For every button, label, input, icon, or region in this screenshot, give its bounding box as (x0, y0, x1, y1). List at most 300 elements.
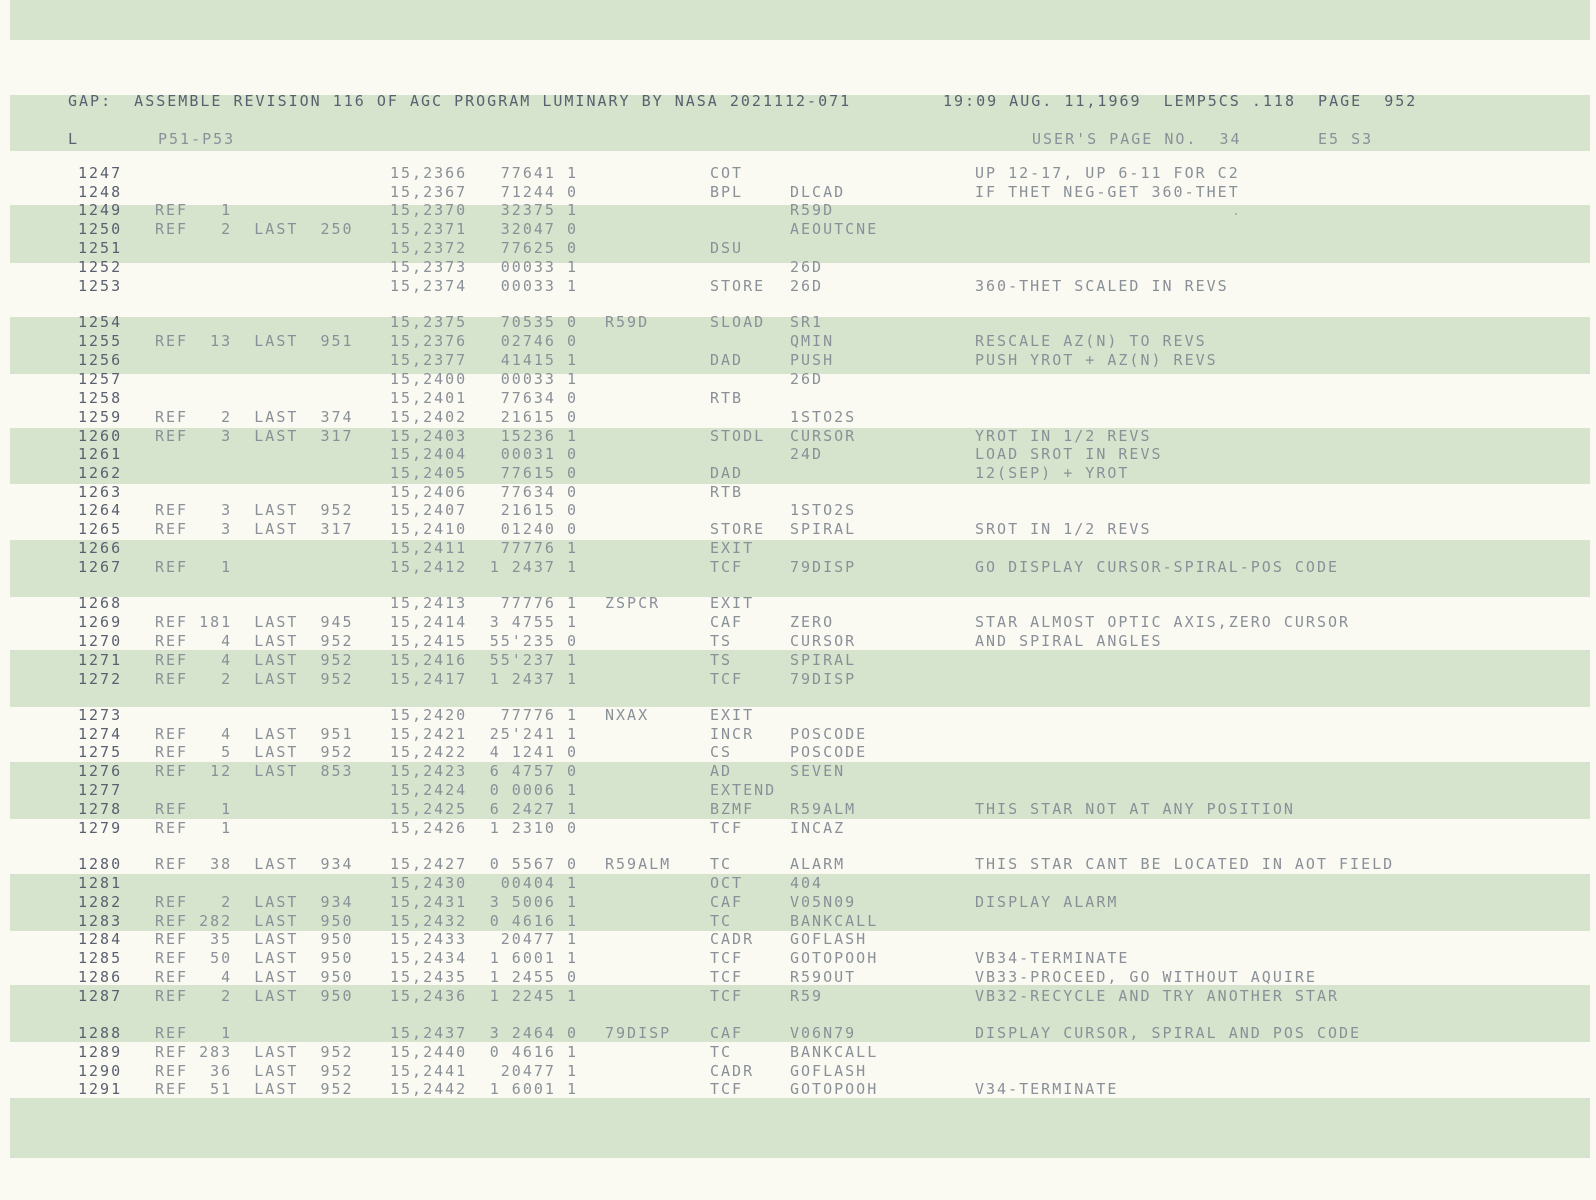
octal-word: 41415 1 (500, 351, 578, 369)
opcode: TCF (710, 670, 744, 688)
comment: VB33-PROCEED, GO WITHOUT AQUIRE (975, 968, 1317, 986)
address: 15,2367 (390, 183, 468, 201)
octal-word: 0 0006 1 (489, 781, 578, 799)
opcode: EXTEND (710, 781, 777, 799)
octal-word: 6 2427 1 (489, 800, 578, 818)
listing-row (0, 220, 1596, 239)
listing-row (0, 258, 1596, 277)
line-number: 1259 (78, 408, 123, 426)
line-number: 1262 (78, 464, 123, 482)
ref-info: REF 2 LAST 950 (155, 987, 354, 1005)
listing-row (0, 819, 1596, 838)
line-number: 1286 (78, 968, 123, 986)
line-number: 1282 (78, 893, 123, 911)
address: 15,2371 (390, 220, 468, 238)
ref-info: REF 36 LAST 952 (155, 1062, 354, 1080)
octal-word: 21615 0 (500, 408, 578, 426)
line-number: 1277 (78, 781, 123, 799)
address: 15,2425 (390, 800, 468, 818)
operand: INCAZ (790, 819, 846, 837)
operand: PUSH (790, 351, 835, 369)
listing-row (0, 239, 1596, 258)
address: 15,2407 (390, 501, 468, 519)
address: 15,2427 (390, 855, 468, 873)
operand: 1STO2S (790, 408, 857, 426)
line-number: 1270 (78, 632, 123, 650)
operand: BANKCALL (790, 1043, 879, 1061)
comment: SROT IN 1/2 REVS (975, 520, 1152, 538)
address: 15,2442 (390, 1080, 468, 1098)
line-number: 1279 (78, 819, 123, 837)
operand: 404 (790, 874, 824, 892)
address: 15,2403 (390, 427, 468, 445)
octal-word: 77615 0 (500, 464, 578, 482)
ref-info: REF 51 LAST 952 (155, 1080, 354, 1098)
ref-info: REF 1 (155, 819, 233, 837)
operand: 79DISP (790, 558, 857, 576)
line-number: 1254 (78, 313, 123, 331)
listing-row (0, 483, 1596, 502)
opcode: TCF (710, 968, 744, 986)
listing-row (0, 313, 1596, 332)
octal-word: 1 2437 1 (489, 558, 578, 576)
line-number: 1264 (78, 501, 123, 519)
comment: GO DISPLAY CURSOR-SPIRAL-POS CODE (975, 558, 1340, 576)
line-number: 1272 (78, 670, 123, 688)
listing-row (0, 539, 1596, 558)
octal-word: 00033 1 (500, 370, 578, 388)
octal-word: 1 2455 0 (489, 968, 578, 986)
opcode: RTB (710, 389, 744, 407)
opcode: TS (710, 632, 733, 650)
comment: IF THET NEG-GET 360-THET (975, 183, 1240, 201)
octal-word: 20477 1 (500, 1062, 578, 1080)
address: 15,2433 (390, 930, 468, 948)
octal-word: 55'235 0 (489, 632, 578, 650)
ref-info: REF 2 LAST 250 (155, 220, 354, 238)
octal-word: 20477 1 (500, 930, 578, 948)
operand: R59OUT (790, 968, 857, 986)
paper-band (10, 1098, 1590, 1158)
line-number: 1255 (78, 332, 123, 350)
comment: DISPLAY CURSOR, SPIRAL AND POS CODE (975, 1024, 1362, 1042)
address: 15,2412 (390, 558, 468, 576)
ref-info: REF 38 LAST 934 (155, 855, 354, 873)
listing-row (0, 670, 1596, 689)
listing-row (0, 968, 1596, 987)
listing-row (0, 501, 1596, 520)
opcode: EXIT (710, 594, 755, 612)
listing-row (0, 464, 1596, 483)
octal-word: 1 2310 0 (489, 819, 578, 837)
opcode: AD (710, 762, 733, 780)
octal-word: 71244 0 (500, 183, 578, 201)
listing-row (0, 912, 1596, 931)
header-title: GAP: ASSEMBLE REVISION 116 OF AGC PROGRAM LUMINARY BY NASA 2021112-071 (68, 92, 852, 110)
ref-info: REF 2 LAST 934 (155, 893, 354, 911)
address: 15,2406 (390, 483, 468, 501)
address: 15,2373 (390, 258, 468, 276)
octal-word: 01240 0 (500, 520, 578, 538)
address: 15,2410 (390, 520, 468, 538)
listing-row (0, 613, 1596, 632)
address: 15,2421 (390, 725, 468, 743)
line-number: 1256 (78, 351, 123, 369)
ref-info: REF 35 LAST 950 (155, 930, 354, 948)
ref-info: REF 1 (155, 201, 233, 219)
operand: 24D (790, 445, 824, 463)
ref-info: REF 283 LAST 952 (155, 1043, 354, 1061)
listing-row (0, 164, 1596, 183)
opcode: STODL (710, 427, 766, 445)
listing-row (0, 1043, 1596, 1062)
address: 15,2430 (390, 874, 468, 892)
address: 15,2437 (390, 1024, 468, 1042)
listing-row (0, 632, 1596, 651)
listing-row (0, 930, 1596, 949)
opcode: INCR (710, 725, 755, 743)
opcode: RTB (710, 483, 744, 501)
octal-word: 1 6001 1 (489, 1080, 578, 1098)
line-number: 1285 (78, 949, 123, 967)
octal-word: 77776 1 (500, 594, 578, 612)
opcode: SLOAD (710, 313, 766, 331)
opcode: EXIT (710, 706, 755, 724)
operand: 26D (790, 370, 824, 388)
comment: STAR ALMOST OPTIC AXIS,ZERO CURSOR (975, 613, 1351, 631)
address: 15,2420 (390, 706, 468, 724)
address: 15,2376 (390, 332, 468, 350)
ref-info: REF 181 LAST 945 (155, 613, 354, 631)
operand: GOFLASH (790, 1062, 868, 1080)
ref-info: REF 2 LAST 952 (155, 670, 354, 688)
address: 15,2434 (390, 949, 468, 967)
opcode: DAD (710, 464, 744, 482)
comment: V34-TERMINATE (975, 1080, 1119, 1098)
comment: VB34-TERMINATE (975, 949, 1130, 967)
address: 15,2435 (390, 968, 468, 986)
line-number: 1273 (78, 706, 123, 724)
operand: ALARM (790, 855, 846, 873)
opcode: TCF (710, 949, 744, 967)
address: 15,2374 (390, 277, 468, 295)
label: NXAX (605, 706, 650, 724)
line-number: 1283 (78, 912, 123, 930)
octal-word: 32375 1 (500, 201, 578, 219)
opcode: TC (710, 1043, 733, 1061)
listing-row (0, 183, 1596, 202)
octal-word: 25'241 1 (489, 725, 578, 743)
operand: CURSOR (790, 632, 857, 650)
listing-row (0, 651, 1596, 670)
ref-info: REF 12 LAST 853 (155, 762, 354, 780)
octal-word: 4 1241 0 (489, 743, 578, 761)
octal-word: 6 4757 0 (489, 762, 578, 780)
operand: AEOUTCNE (790, 220, 879, 238)
listing-row (0, 558, 1596, 577)
comment: RESCALE AZ(N) TO REVS (975, 332, 1207, 350)
line-number: 1275 (78, 743, 123, 761)
listing-row (0, 949, 1596, 968)
header-timestamp: 19:09 AUG. 11,1969 LEMP5CS .118 PAGE 952 (943, 92, 1418, 110)
line-number: 1266 (78, 539, 123, 557)
opcode: CAF (710, 1024, 744, 1042)
opcode: STORE (710, 277, 766, 295)
ref-info: REF 4 LAST 952 (155, 651, 354, 669)
operand: GOTOPOOH (790, 949, 879, 967)
operand: CURSOR (790, 427, 857, 445)
line-number: 1257 (78, 370, 123, 388)
line-number: 1290 (78, 1062, 123, 1080)
address: 15,2432 (390, 912, 468, 930)
opcode: TC (710, 912, 733, 930)
listing-row (0, 427, 1596, 446)
opcode: CADR (710, 1062, 755, 1080)
address: 15,2416 (390, 651, 468, 669)
label: R59ALM (605, 855, 672, 873)
operand: POSCODE (790, 725, 868, 743)
line-number: 1280 (78, 855, 123, 873)
opcode: STORE (710, 520, 766, 538)
listing-row (0, 594, 1596, 613)
listing-row (0, 893, 1596, 912)
paper-band (10, 0, 1590, 40)
listing-row (0, 800, 1596, 819)
operand: V06N79 (790, 1024, 857, 1042)
address: 15,2417 (390, 670, 468, 688)
address: 15,2366 (390, 164, 468, 182)
address: 15,2372 (390, 239, 468, 257)
label: R59D (605, 313, 650, 331)
line-number: 1289 (78, 1043, 123, 1061)
ref-info: REF 282 LAST 950 (155, 912, 354, 930)
octal-word: 0 5567 0 (489, 855, 578, 873)
comment: VB32-RECYCLE AND TRY ANOTHER STAR (975, 987, 1340, 1005)
listing-row (0, 781, 1596, 800)
octal-word: 1 6001 1 (489, 949, 578, 967)
octal-word: 0 4616 1 (489, 1043, 578, 1061)
opcode: TCF (710, 558, 744, 576)
ref-info: REF 50 LAST 950 (155, 949, 354, 967)
line-number: 1265 (78, 520, 123, 538)
comment: DISPLAY ALARM (975, 893, 1119, 911)
octal-word: 15236 1 (500, 427, 578, 445)
operand: DLCAD (790, 183, 846, 201)
comment: AND SPIRAL ANGLES (975, 632, 1163, 650)
address: 15,2411 (390, 539, 468, 557)
line-number: 1249 (78, 201, 123, 219)
address: 15,2424 (390, 781, 468, 799)
listing-row (0, 1062, 1596, 1081)
ref-info: REF 3 LAST 317 (155, 427, 354, 445)
octal-word: 02746 0 (500, 332, 578, 350)
address: 15,2440 (390, 1043, 468, 1061)
octal-word: 1 2245 1 (489, 987, 578, 1005)
opcode: CADR (710, 930, 755, 948)
address: 15,2431 (390, 893, 468, 911)
listing-row (0, 520, 1596, 539)
listing-row (0, 389, 1596, 408)
address: 15,2404 (390, 445, 468, 463)
line-number: 1250 (78, 220, 123, 238)
opcode: TS (710, 651, 733, 669)
comment: LOAD SROT IN REVS (975, 445, 1163, 463)
address: 15,2441 (390, 1062, 468, 1080)
octal-word: 3 2464 0 (489, 1024, 578, 1042)
address: 15,2400 (390, 370, 468, 388)
line-number: 1278 (78, 800, 123, 818)
address: 15,2413 (390, 594, 468, 612)
line-number: 1274 (78, 725, 123, 743)
listing-row (0, 277, 1596, 296)
line-number: 1261 (78, 445, 123, 463)
comment: 360-THET SCALED IN REVS (975, 277, 1229, 295)
section-name: P51-P53 (158, 130, 236, 148)
octal-word: 3 4755 1 (489, 613, 578, 631)
operand: SPIRAL (790, 520, 857, 538)
operand: V05N09 (790, 893, 857, 911)
listing-row (0, 370, 1596, 389)
octal-word: 77776 1 (500, 706, 578, 724)
ref-info: REF 1 (155, 558, 233, 576)
address: 15,2377 (390, 351, 468, 369)
ref-info: REF 1 (155, 1024, 233, 1042)
listing-row (0, 874, 1596, 893)
opcode: DSU (710, 239, 744, 257)
address: 15,2405 (390, 464, 468, 482)
ref-info: REF 3 LAST 317 (155, 520, 354, 538)
comment: UP 12-17, UP 6-11 FOR C2 (975, 164, 1240, 182)
line-number: 1251 (78, 239, 123, 257)
address: 15,2401 (390, 389, 468, 407)
octal-word: 77641 1 (500, 164, 578, 182)
opcode: BPL (710, 183, 744, 201)
ref-info: REF 13 LAST 951 (155, 332, 354, 350)
line-number: 1263 (78, 483, 123, 501)
address: 15,2415 (390, 632, 468, 650)
operand: R59ALM (790, 800, 857, 818)
opcode: TCF (710, 1080, 744, 1098)
line-number: 1267 (78, 558, 123, 576)
operand: POSCODE (790, 743, 868, 761)
address: 15,2370 (390, 201, 468, 219)
operand: GOFLASH (790, 930, 868, 948)
address: 15,2436 (390, 987, 468, 1005)
line-number: 1248 (78, 183, 123, 201)
line-number: 1271 (78, 651, 123, 669)
line-number: 1291 (78, 1080, 123, 1098)
ref-info: REF 4 LAST 951 (155, 725, 354, 743)
listing-row (0, 1080, 1596, 1099)
address: 15,2423 (390, 762, 468, 780)
address: 15,2375 (390, 313, 468, 331)
label: ZSPCR (605, 594, 661, 612)
ref-info: REF 1 (155, 800, 233, 818)
listing-row (0, 706, 1596, 725)
line-number: 1284 (78, 930, 123, 948)
line-number: 1287 (78, 987, 123, 1005)
section-letter: L (68, 130, 80, 148)
line-number: 1268 (78, 594, 123, 612)
listing-row (0, 762, 1596, 781)
listing-row (0, 855, 1596, 874)
octal-word: 21615 0 (500, 501, 578, 519)
line-number: 1281 (78, 874, 123, 892)
comment: 12(SEP) + YROT (975, 464, 1130, 482)
octal-word: 00033 1 (500, 258, 578, 276)
operand: 26D (790, 258, 824, 276)
octal-word: 00404 1 (500, 874, 578, 892)
opcode: CAF (710, 893, 744, 911)
address: 15,2426 (390, 819, 468, 837)
comment: THIS STAR NOT AT ANY POSITION (975, 800, 1295, 818)
opcode: CS (710, 743, 733, 761)
octal-word: 77634 0 (500, 483, 578, 501)
octal-word: 77634 0 (500, 389, 578, 407)
line-number: 1288 (78, 1024, 123, 1042)
address: 15,2414 (390, 613, 468, 631)
operand: SPIRAL (790, 651, 857, 669)
listing-row (0, 987, 1596, 1006)
comment: THIS STAR CANT BE LOCATED IN AOT FIELD (975, 855, 1395, 873)
opcode: TC (710, 855, 733, 873)
operand: SEVEN (790, 762, 846, 780)
ref-info: REF 5 LAST 952 (155, 743, 354, 761)
octal-word: 00031 0 (500, 445, 578, 463)
opcode: CAF (710, 613, 744, 631)
opcode: OCT (710, 874, 744, 892)
octal-word: 77776 1 (500, 539, 578, 557)
opcode: BZMF (710, 800, 755, 818)
operand: QMIN (790, 332, 835, 350)
address: 15,2402 (390, 408, 468, 426)
octal-word: 0 4616 1 (489, 912, 578, 930)
operand: 79DISP (790, 670, 857, 688)
octal-word: 00033 1 (500, 277, 578, 295)
comment: PUSH YROT + AZ(N) REVS (975, 351, 1218, 369)
opcode: DAD (710, 351, 744, 369)
ref-info: REF 4 LAST 952 (155, 632, 354, 650)
operand: BANKCALL (790, 912, 879, 930)
listing-row (0, 332, 1596, 351)
listing-row (0, 201, 1596, 220)
operand: R59 (790, 987, 824, 1005)
address: 15,2422 (390, 743, 468, 761)
ref-info: REF 4 LAST 950 (155, 968, 354, 986)
sheet-code: E5 S3 (1318, 130, 1374, 148)
listing-row (0, 445, 1596, 464)
operand: 1STO2S (790, 501, 857, 519)
operand: SR1 (790, 313, 824, 331)
line-number: 1258 (78, 389, 123, 407)
ref-info: REF 3 LAST 952 (155, 501, 354, 519)
listing-row (0, 743, 1596, 762)
line-number: 1269 (78, 613, 123, 631)
operand: ZERO (790, 613, 835, 631)
octal-word: 32047 0 (500, 220, 578, 238)
octal-word: 77625 0 (500, 239, 578, 257)
opcode: TCF (710, 987, 744, 1005)
opcode: EXIT (710, 539, 755, 557)
operand: GOTOPOOH (790, 1080, 879, 1098)
paper-speck (1235, 213, 1237, 215)
listing-row (0, 408, 1596, 427)
operand: 26D (790, 277, 824, 295)
operand: R59D (790, 201, 835, 219)
octal-word: 55'237 1 (489, 651, 578, 669)
users-page-number: USER'S PAGE NO. 34 (1032, 130, 1242, 148)
line-number: 1276 (78, 762, 123, 780)
